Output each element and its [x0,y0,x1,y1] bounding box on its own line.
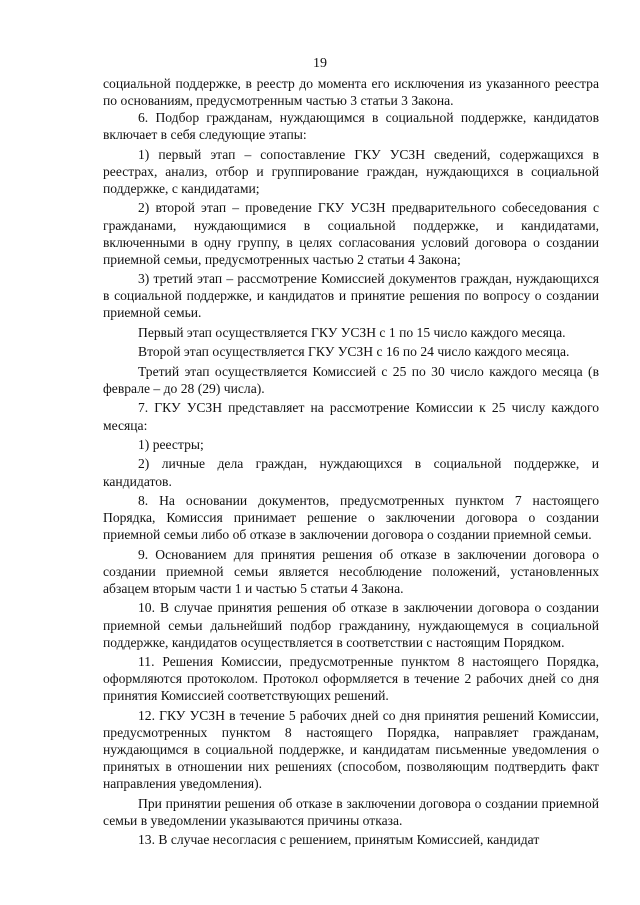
paragraph-stage-3-dates: Третий этап осуществляется Комиссией с 25 по 30 число каждого месяца (в феврале – до 28 (29) числа). [103,363,599,396]
paragraph-stage-2: 2) второй этап – проведение ГКУ УСЗН предварительного собеседования с гражданами, нуждающимися в социальной поддержке, и кандидатами, включенными в одну группу, в целях согласования условий договора о создании приемной семьи, предусмотренных частью 2 статьи 4 Закона; [103,200,599,267]
paragraph-stage-3: 3) третий этап – рассмотрение Комиссией документов граждан, нуждающихся в социальной поддержке, и кандидатов и принятие решения по вопросу о создании приемной семьи. [103,271,599,321]
paragraph-item-9: 9. Основанием для принятия решения об отказе в заключении договора о создании приемной семьи является несоблюдение положений, установленных абзацем вторым части 1 и частью 5 статьи 4 Закона. [103,546,599,596]
paragraph-stage-1: 1) первый этап – сопоставление ГКУ УСЗН сведений, содержащихся в реестрах, анализ, отбор и группирование граждан, нуждающихся в социальной поддержке, с кандидатами; [103,146,599,196]
paragraph-continuation: социальной поддержке, в реестр до момента его исключения из указанного реестра по основаниям, предусмотренным частью 3 статьи 3 Закона. [103,76,599,109]
paragraph-stage-1-dates: Первый этап осуществляется ГКУ УСЗН с 1 по 15 число каждого месяца. [138,324,566,340]
page-number: 19 [313,56,327,71]
paragraph-item-12: 12. ГКУ УСЗН в течение 5 рабочих дней со дня принятия решений Комиссии, предусмотренных пунктом 8 настоящего Порядка, направляет гражданам, нуждающимся в социальной поддержке, и кандидатам письменные уведомления о принятых в отношении них решениях (способом, позволяющим подтвердить факт направления уведомления). [103,707,599,792]
document-body [103,75,599,848]
paragraph-item-13: 13. В случае несогласия с решением, принятым Комиссией, кандидат [138,832,540,848]
paragraph-stage-2-dates: Второй этап осуществляется ГКУ УСЗН с 16 по 24 число каждого месяца. [138,344,570,360]
paragraph-item-7-2: 2) личные дела граждан, нуждающихся в социальной поддержке, и кандидатов. [103,456,599,489]
paragraph-refusal-reasons: При принятии решения об отказе в заключении договора о создании приемной семьи в уведомлении указываются причины отказа. [103,795,599,828]
paragraph-item-7-1: 1) реестры; [138,437,204,452]
paragraph-item-10: 10. В случае принятия решения об отказе в заключении договора о создании приемной семьи дальнейший подбор гражданину, нуждающемуся в социальной поддержке, кандидатов осуществляется в соответствии с настоящим Порядком. [103,600,599,650]
paragraph-item-6: 6. Подбор гражданам, нуждающимся в социальной поддержке, кандидатов включает в себя следующие этапы: [103,110,599,143]
paragraph-item-11: 11. Решения Комиссии, предусмотренные пунктом 8 настоящего Порядка, оформляются протоколом. Протокол оформляется в течение 2 рабочих дней со дня принятия Комиссией соответствующих решений. [103,654,599,704]
paragraph-item-8: 8. На основании документов, предусмотренных пунктом 7 настоящего Порядка, Комиссия принимает решение о заключении договора о создании приемной семьи либо об отказе в заключении договора о создании приемной семьи. [103,493,599,543]
paragraph-item-7: 7. ГКУ УСЗН представляет на рассмотрение Комиссии к 25 числу каждого месяца: [103,400,599,433]
